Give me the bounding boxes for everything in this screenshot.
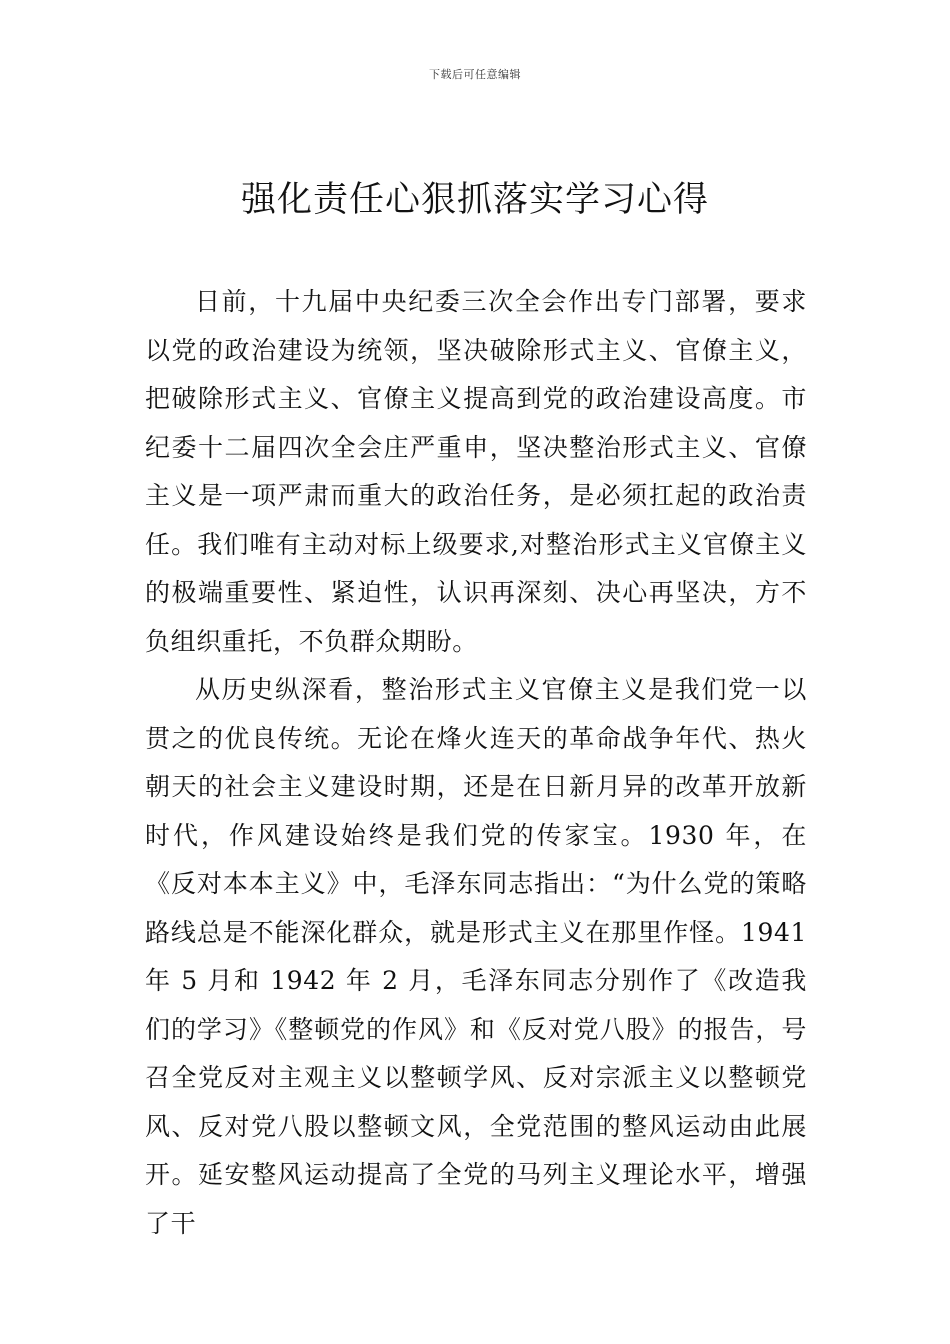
header-note: 下载后可任意编辑	[429, 68, 521, 81]
document-title: 强化责任心狠抓落实学习心得	[240, 180, 709, 220]
paragraph-2: 从历史纵深看，整治形式主义官僚主义是我们党一以贯之的优良传统。无论在烽火连天的革命战争年代、热火朝天的社会主义建设时期，还是在日新月异的改革开放新时代，作风建设始终是我们党的传家宝。1930 年，在《反对本本主义》中，毛泽东同志指出：“为什么党的策略路线总是不能深化群众，就是形式主义在那里作怪。1941 年 5 月和 1942 年 2 月，毛泽东同志分别作了《改造我们的学习》《整顿党的作风》和《反对党八股》的报告，号召全党反对主观主义以整顿学风、反对宗派主义以整顿党风、反对党八股以整顿文风，全党范围的整风运动由此展开。延安整风运动提高了全党的马列主义理论水平，增强了干	[145, 675, 807, 1238]
document-body	[145, 278, 807, 1248]
paragraph-1: 日前，十九届中央纪委三次全会作出专门部署，要求以党的政治建设为统领，坚决破除形式主义、官僚主义，把破除形式主义、官僚主义提高到党的政治建设高度。市纪委十二届四次全会庄严重申，坚决整治形式主义、官僚主义是一项严肃而重大的政治任务，是必须扛起的政治责任。我们唯有主动对标上级要求,对整治形式主义官僚主义的极端重要性、紧迫性，认识再深刻、决心再坚决，方不负组织重托，不负群众期盼。	[145, 287, 807, 656]
